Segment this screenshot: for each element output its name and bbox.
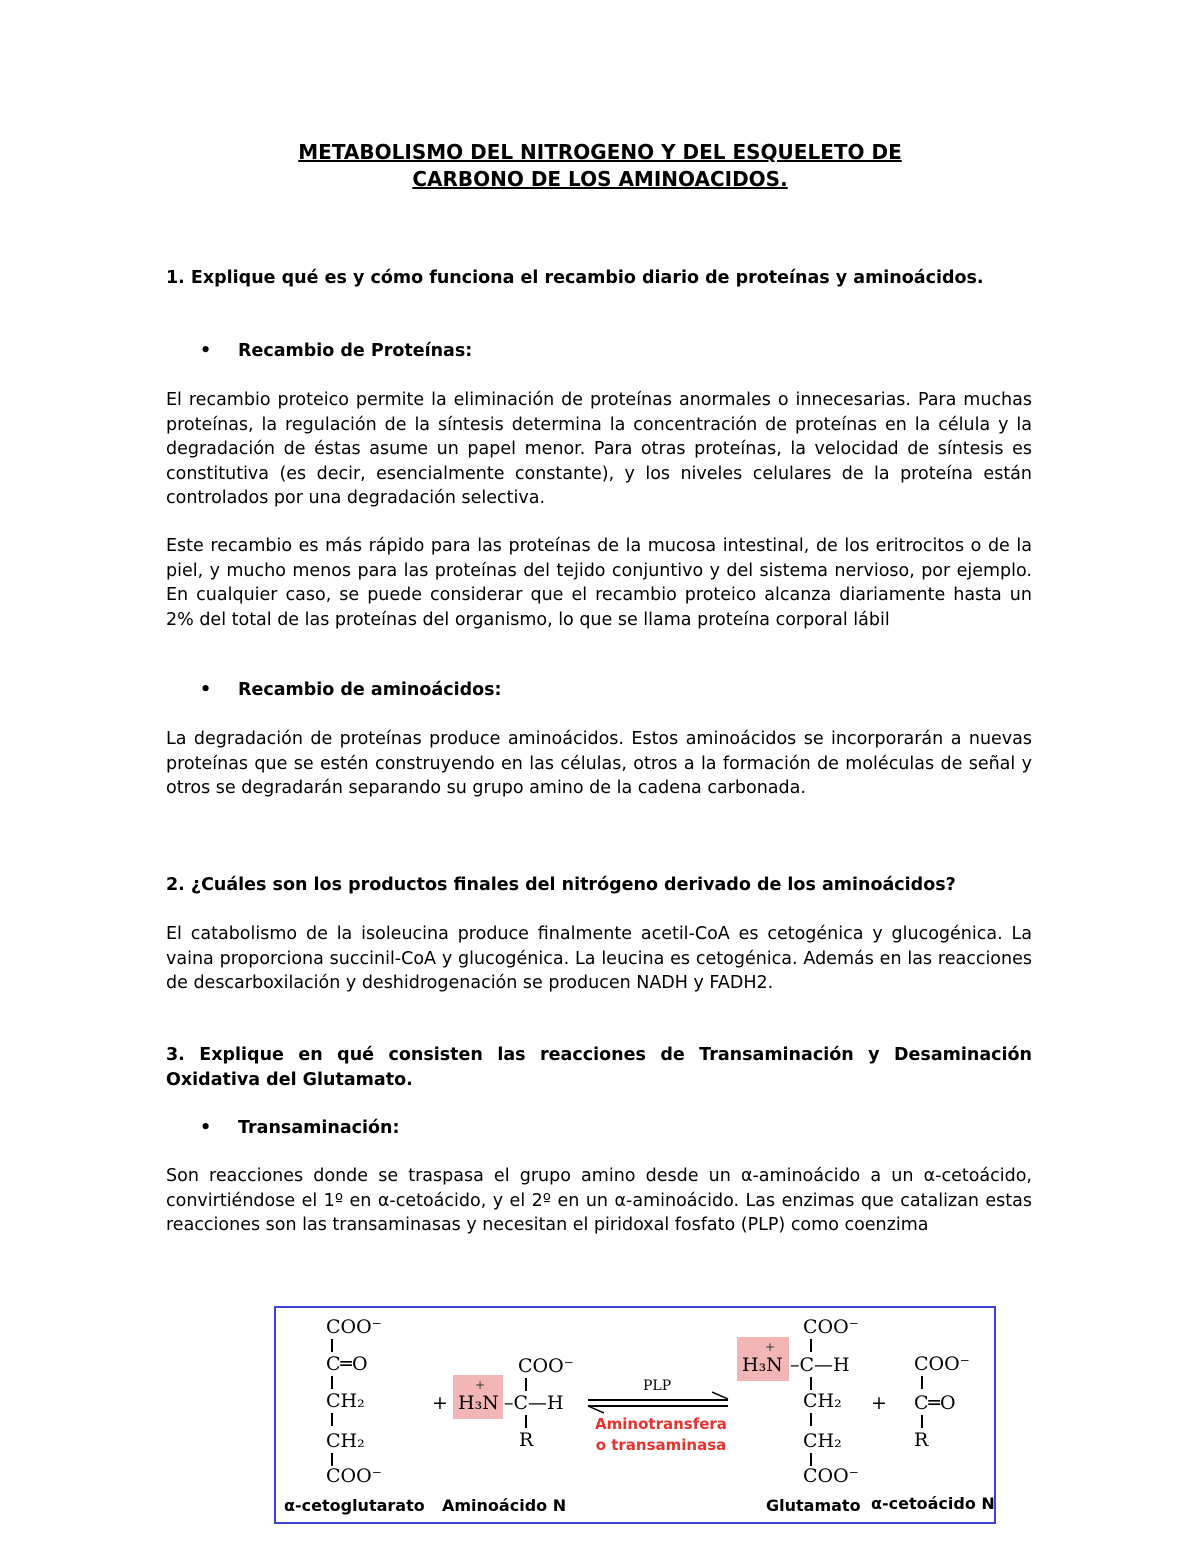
bullet-label: Transaminación:: [238, 1118, 400, 1138]
document-title: [200, 139, 1000, 193]
mol3-carboxylate-top: COO⁻: [803, 1316, 859, 1338]
mol4-ketone: C═O: [914, 1392, 956, 1414]
bullet-dot-icon: •: [200, 1118, 212, 1138]
paragraph-transaminacion: Son reacciones donde se traspasa el grupo amino desde un α-aminoácido a un α-cetoácido, convirtiéndose el 1º en α-cetoácido, y el 2º en un α-aminoácido. Las enzimas que catalizan estas reacciones son las transaminasas y necesitan el piridoxal fosfato (PLP) como coenzima: [166, 1166, 1032, 1235]
bond-line: [525, 1415, 527, 1428]
alpha-carbon: –C—H: [790, 1354, 850, 1376]
arrow-head-icon: [712, 1391, 730, 1401]
bond-line: [810, 1377, 812, 1390]
bullet-recambio-aminoacidos: [200, 678, 502, 702]
mol1-carboxylate-bottom: COO⁻: [326, 1465, 382, 1487]
positive-charge: +: [475, 1378, 486, 1392]
bullet-recambio-proteinas: [200, 339, 472, 363]
label-alpha-keto-acid: α-cetoácido N: [871, 1494, 995, 1513]
bullet-transaminacion: [200, 1116, 400, 1140]
bond-line: [331, 1413, 333, 1426]
mol3-methylene-b: CH₂: [803, 1430, 842, 1452]
transamination-reaction-figure: [274, 1306, 996, 1524]
label-alpha-ketoglutarate: α-cetoglutarato: [284, 1496, 425, 1515]
mol4-carboxylate: COO⁻: [914, 1353, 970, 1375]
bullet-dot-icon: •: [200, 680, 212, 700]
question-2: 2. ¿Cuáles son los productos finales del nitrógeno derivado de los aminoácidos?: [166, 875, 956, 895]
title-line-1: METABOLISMO DEL NITROGENO Y DEL ESQUELETO DE: [298, 140, 902, 164]
arrow-forward-line: [588, 1399, 728, 1401]
mol3-carboxylate-bottom: COO⁻: [803, 1465, 859, 1487]
amine-group: H₃N: [742, 1354, 783, 1376]
bond-line: [331, 1376, 333, 1389]
title-line-2: CARBONO DE LOS AMINOACIDOS.: [412, 167, 788, 191]
side-chain-r: R: [914, 1429, 929, 1451]
bond-line: [331, 1339, 333, 1352]
mol1-ketone: C═O: [326, 1353, 368, 1375]
positive-charge: +: [765, 1340, 776, 1354]
cofactor-plp: PLP: [643, 1378, 672, 1394]
bullet-label: Recambio de Proteínas:: [238, 341, 473, 361]
mol3-methylene-a: CH₂: [803, 1390, 842, 1412]
paragraph-recambio-proteico: El recambio proteico permite la eliminación de proteínas anormales o innecesarias. Para muchas proteínas, la regulación de la síntesis determina la concentración de proteínas en la célula y la degradación de éstas asume un papel menor. Para otras proteínas, la velocidad de síntesis es constitutiva (es decir, esencialmente constante), y los niveles celulares de la proteína están controlados por una degradación selectiva.: [166, 390, 1032, 508]
enzyme-line-2: o transaminasa: [595, 1436, 727, 1454]
bond-line: [810, 1413, 812, 1426]
amine-group: H₃N: [458, 1392, 499, 1414]
arrow-reverse-line: [588, 1405, 728, 1407]
side-chain-r: R: [519, 1429, 534, 1451]
mol2-carboxylate: COO⁻: [518, 1355, 574, 1377]
enzyme-line-1: Aminotransfera: [595, 1415, 727, 1433]
question-1: 1. Explique qué es y cómo funciona el recambio diario de proteínas y aminoácidos.: [166, 268, 984, 288]
bullet-label: Recambio de aminoácidos:: [238, 680, 502, 700]
paragraph-velocidad-recambio: Este recambio es más rápido para las proteínas de la mucosa intestinal, de los eritrocitos o de la piel, y mucho menos para las proteínas del tejido conjuntivo y del sistema nervioso, por ejemplo. En cualquier caso, se puede considerar que el recambio proteico alcanza diariamente hasta un 2% del total de las proteínas del organismo, lo que se llama proteína corporal lábil: [166, 536, 1032, 630]
bullet-dot-icon: •: [200, 341, 212, 361]
bond-line: [921, 1415, 923, 1428]
bond-line: [525, 1378, 527, 1391]
label-amino-acid: Aminoácido N: [442, 1496, 567, 1515]
bond-line: [810, 1339, 812, 1352]
mol1-methylene-b: CH₂: [326, 1430, 365, 1452]
question-3: 3. Explique en qué consisten las reacciones de Transaminación y Desaminación Oxidativa del Glutamato.: [166, 1045, 1032, 1090]
enzyme-label: [576, 1414, 746, 1456]
alpha-carbon: –C—H: [504, 1392, 564, 1414]
plus-sign: +: [432, 1392, 448, 1414]
mol1-methylene-a: CH₂: [326, 1390, 365, 1412]
bond-line: [921, 1376, 923, 1389]
label-glutamate: Glutamato: [766, 1496, 861, 1515]
paragraph-productos-finales: El catabolismo de la isoleucina produce finalmente acetil-CoA es cetogénica y glucogénica. La vaina proporciona succinil-CoA y glucogénica. La leucina es cetogénica. Además en las reacciones de descarboxilación y deshidrogenación se producen NADH y FADH2.: [166, 924, 1032, 993]
mol1-carboxylate-top: COO⁻: [326, 1316, 382, 1338]
paragraph-degradacion-proteinas: La degradación de proteínas produce aminoácidos. Estos aminoácidos se incorporarán a nuevas proteínas que se estén construyendo en las células, otros a la formación de moléculas de señal y otros se degradarán separando su grupo amino de la cadena carbonada.: [166, 729, 1032, 798]
plus-sign: +: [871, 1392, 887, 1414]
